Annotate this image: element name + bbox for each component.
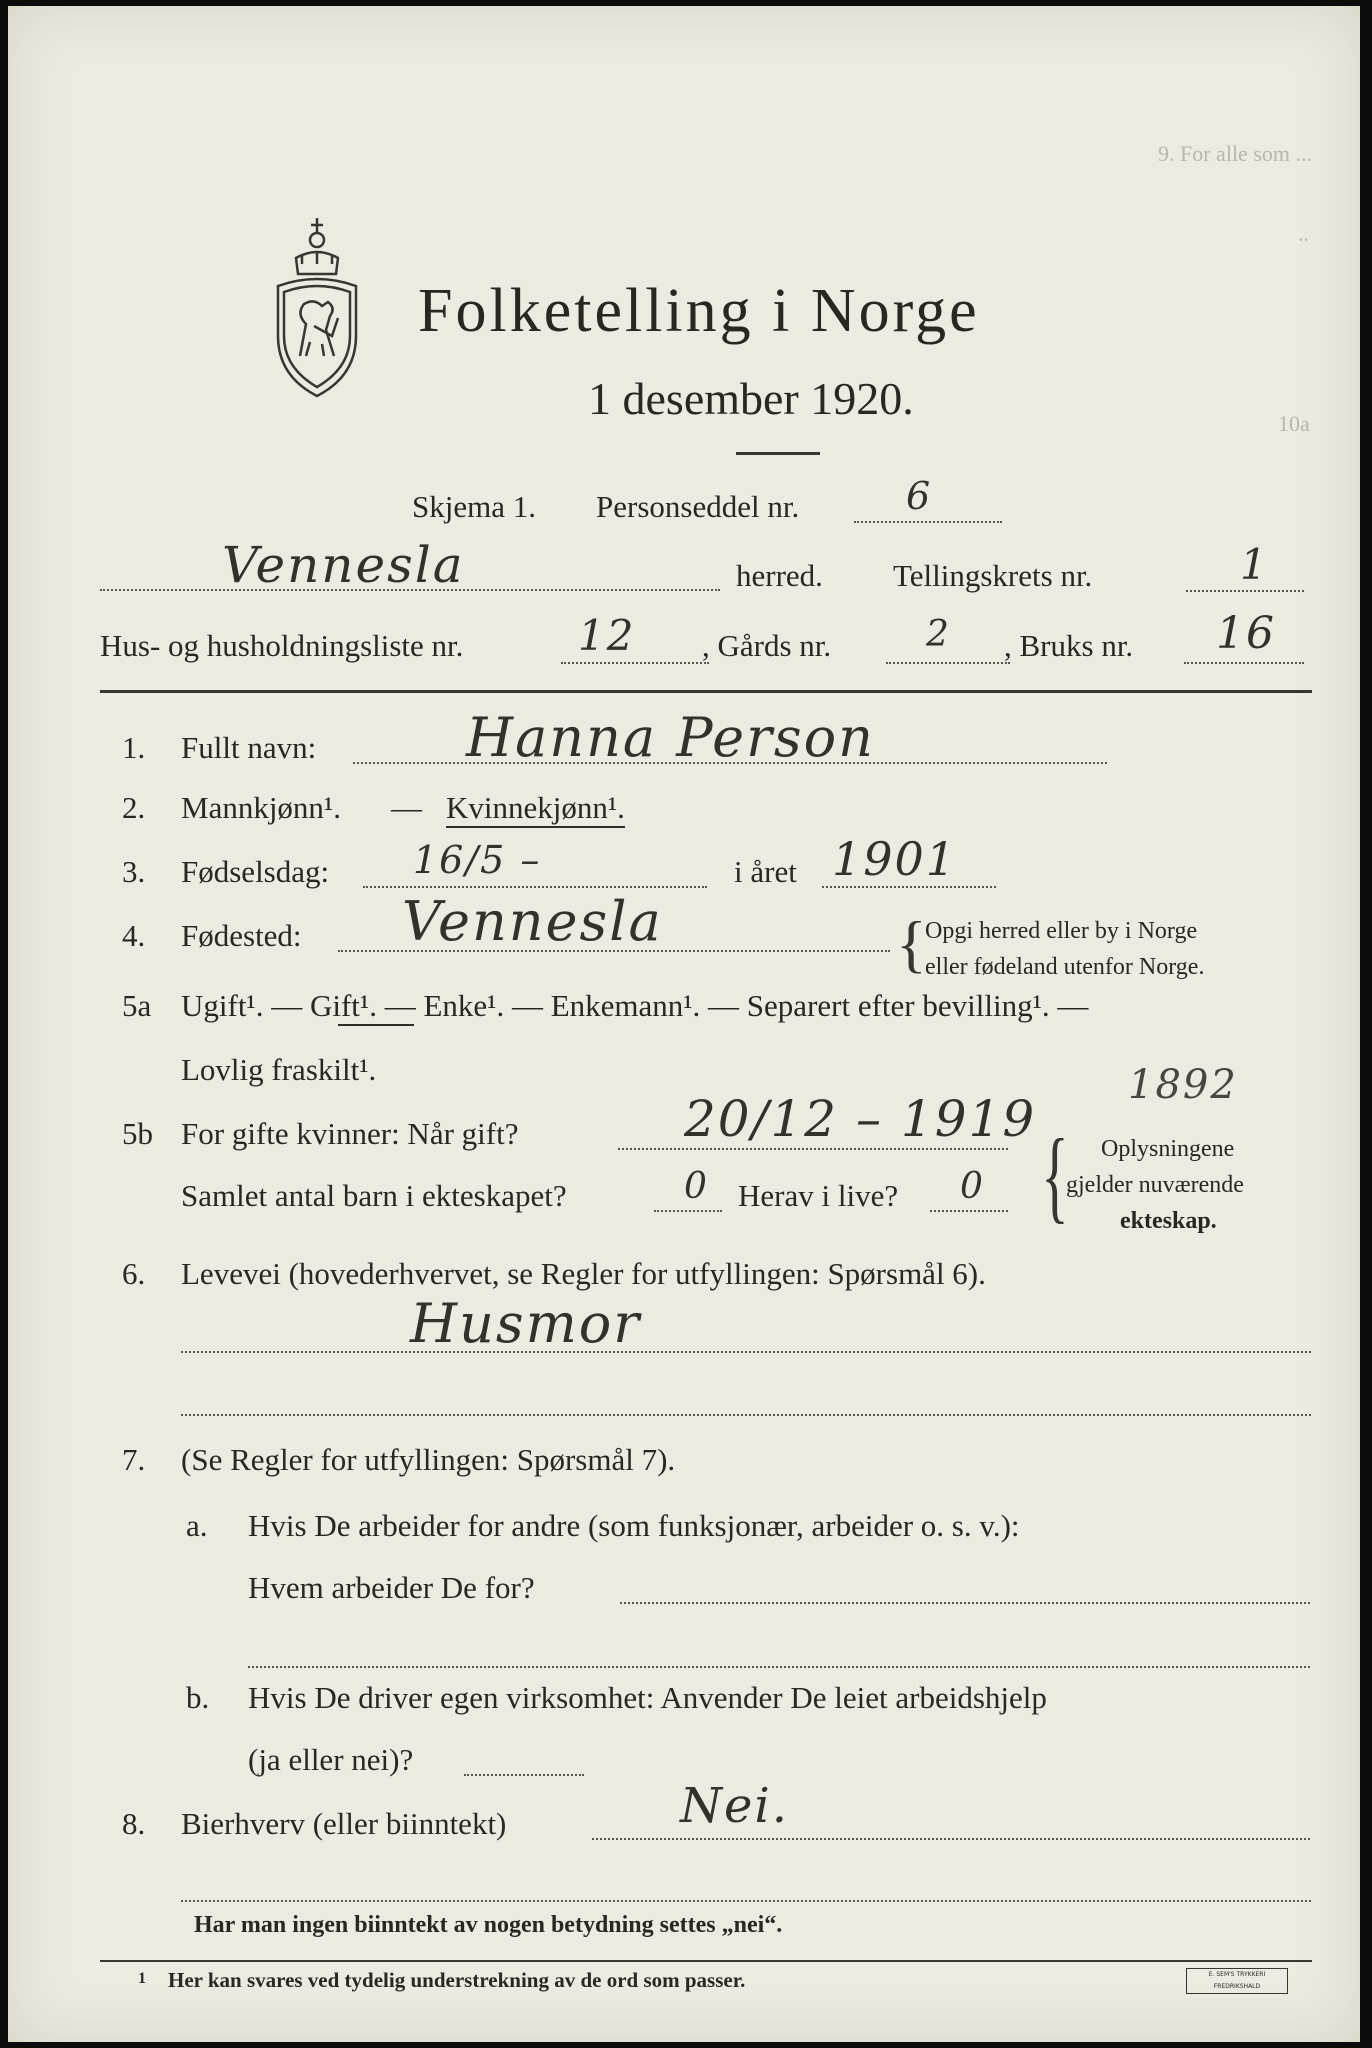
bleed-through-text: 9. For alle som ...	[1158, 141, 1312, 166]
side-income-line-2	[181, 1900, 1311, 1902]
bruks-line	[1184, 662, 1304, 664]
birth-year-value[interactable]: 1901	[832, 832, 958, 886]
husliste-label: Hus- og husholdningsliste nr.	[100, 628, 464, 663]
q7b-letter: b.	[186, 1680, 210, 1715]
birthplace-note-1: Opgi herred eller by i Norge	[925, 918, 1198, 944]
personseddel-line	[854, 521, 1002, 523]
margin-note-year: 1892	[1128, 1062, 1238, 1108]
q6-label: Levevei (hovederhvervet, se Regler for utfyllingen: Spørsmål 6).	[181, 1256, 986, 1291]
married-label: For gifte kvinner: Når gift?	[181, 1116, 519, 1151]
husliste-value[interactable]: 12	[578, 611, 636, 660]
bleed-through-text: ..	[1298, 221, 1309, 246]
q8-label: Bierhverv (eller biinntekt)	[181, 1806, 507, 1841]
brace-icon: {	[896, 908, 927, 979]
employer-line-1	[620, 1602, 1310, 1604]
full-name-value[interactable]: Hanna Person	[466, 706, 875, 769]
q3-label: Fødselsdag:	[181, 854, 330, 889]
married-date-value[interactable]: 20/12 – 1919	[684, 1090, 1037, 1148]
birth-year-line	[822, 886, 996, 888]
birth-year-label: i året	[734, 854, 797, 889]
occupation-line-2	[181, 1414, 1311, 1416]
tellingskrets-value[interactable]: 1	[1240, 540, 1269, 589]
birthday-value[interactable]: 16/5 –	[413, 838, 542, 882]
hired-help-line	[464, 1774, 584, 1776]
alive-value[interactable]: 0	[960, 1166, 985, 1207]
q6-number: 6.	[122, 1256, 146, 1291]
q1-number: 1.	[122, 730, 146, 765]
side-income-note: Har man ingen biinntekt av nogen betydning settes „nei“.	[194, 1912, 783, 1938]
q7a-line-1: Hvis De arbeider for andre (som funksjonær, arbeider o. s. v.):	[248, 1508, 1020, 1543]
tellingskrets-line	[1186, 590, 1304, 592]
footnote-text: Her kan svares ved tydelig understrekning av de ord som passer.	[168, 1968, 746, 1992]
q5b-number: 5b	[122, 1116, 153, 1151]
herred-value[interactable]: Vennesla	[222, 536, 465, 594]
gender-female-option[interactable]: Kvinnekjønn¹.	[446, 790, 625, 828]
birthplace-note-2: eller fødeland utenfor Norge.	[925, 954, 1205, 980]
employer-line-2	[248, 1666, 1310, 1668]
q4-label: Fødested:	[181, 918, 302, 953]
footer-rule	[100, 1960, 1312, 1962]
alive-line	[930, 1210, 1008, 1212]
married-line	[618, 1148, 1008, 1150]
q3-number: 3.	[122, 854, 146, 889]
section-divider	[100, 690, 1312, 693]
brace-icon: {	[1041, 1118, 1069, 1233]
schema-label: Skjema 1.	[412, 489, 536, 524]
q7-number: 7.	[122, 1442, 146, 1477]
birthday-line	[363, 886, 707, 888]
tellingskrets-label: Tellingskrets nr.	[893, 558, 1093, 593]
bruks-value[interactable]: 16	[1216, 608, 1276, 659]
side-income-line	[592, 1838, 1310, 1840]
bruks-label: , Bruks nr.	[1004, 628, 1134, 663]
census-date: 1 desember 1920.	[588, 373, 914, 424]
marriage-note-3: ekteskap.	[1120, 1208, 1217, 1234]
printer-stamp: E. SEM'S TRYKKERI FREDRIKSHALD	[1186, 1968, 1288, 1994]
q7b-line-1: Hvis De driver egen virksomhet: Anvender De leiet arbeidshjelp	[248, 1680, 1047, 1715]
coat-of-arms-icon	[266, 206, 368, 406]
occupation-value[interactable]: Husmor	[410, 1292, 642, 1355]
marriage-note-1: Oplysningene	[1101, 1136, 1235, 1162]
gards-value[interactable]: 2	[926, 614, 951, 655]
q7b-line-2: (ja eller nei)?	[248, 1742, 414, 1777]
marriage-note-2: gjelder nuværende	[1066, 1172, 1244, 1198]
children-line	[654, 1210, 722, 1212]
footnote-mark: 1	[138, 1970, 146, 1987]
husliste-line	[561, 662, 709, 664]
personseddel-value[interactable]: 6	[906, 474, 933, 518]
birthplace-value[interactable]: Vennesla	[402, 890, 663, 953]
census-form-page	[8, 6, 1360, 2042]
q5a-number: 5a	[122, 988, 152, 1023]
gender-dash: —	[391, 790, 422, 825]
children-label: Samlet antal barn i ekteskapet?	[181, 1178, 567, 1213]
children-value[interactable]: 0	[684, 1166, 709, 1207]
gift-underline	[338, 1024, 414, 1026]
occupation-line-1	[181, 1351, 1311, 1353]
side-income-value[interactable]: Nei.	[680, 1778, 790, 1834]
personseddel-label: Personseddel nr.	[596, 489, 800, 524]
q7a-line-2: Hvem arbeider De for?	[248, 1570, 535, 1605]
marital-options[interactable]: Ugift¹. — Gift¹. — Enke¹. — Enkemann¹. — Separert efter bevilling¹. —	[181, 988, 1089, 1023]
q1-label: Fullt navn:	[181, 730, 317, 765]
gender-male-option[interactable]: Mannkjønn¹.	[181, 790, 341, 825]
q2-number: 2.	[122, 790, 146, 825]
herred-label: herred.	[736, 558, 823, 593]
q4-number: 4.	[122, 918, 146, 953]
q8-number: 8.	[122, 1806, 146, 1841]
q7-label: (Se Regler for utfyllingen: Spørsmål 7).	[181, 1442, 676, 1477]
marital-option-divorced[interactable]: Lovlig fraskilt¹.	[181, 1052, 377, 1087]
gards-line	[886, 662, 1010, 664]
gards-label: , Gårds nr.	[702, 628, 832, 663]
header-rule	[736, 452, 820, 455]
q7a-letter: a.	[186, 1508, 208, 1543]
alive-label: Herav i live?	[738, 1178, 899, 1213]
bleed-through-text: 10a	[1278, 411, 1310, 436]
form-title: Folketelling i Norge	[418, 277, 980, 345]
